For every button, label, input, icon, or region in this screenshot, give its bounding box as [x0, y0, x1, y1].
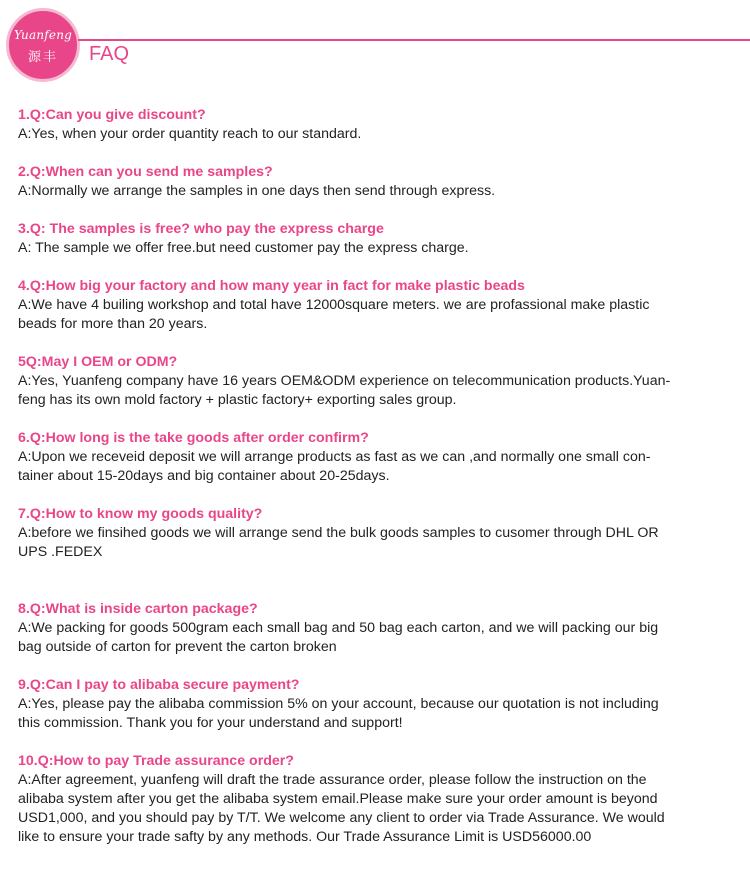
faq-answer — [18, 296, 733, 334]
page-title: FAQ — [89, 43, 130, 65]
faq-answer — [18, 182, 733, 201]
faq-answer-line: like to ensure your trade safty by any methods. Our Trade Assurance Limit is USD56000.00 — [18, 829, 592, 845]
faq-answer — [18, 125, 733, 144]
faq-answer-line: alibaba system after you get the alibaba system email.Please make sure your order amount is beyond — [18, 791, 658, 807]
faq-answer-line: feng has its own mold factory + plastic factory+ exporting sales group. — [18, 392, 457, 408]
faq-question: 6.Q:How long is the take goods after order confirm? — [18, 430, 369, 446]
faq-list — [18, 106, 733, 847]
faq-answer-line: A: The sample we offer free.but need customer pay the express charge. — [18, 240, 469, 256]
faq-answer-line: UPS .FEDEX — [18, 544, 103, 560]
faq-question: 4.Q:How big your factory and how many year in fact for make plastic beads — [18, 278, 525, 294]
faq-answer-line: beads for more than 20 years. — [18, 316, 208, 332]
faq-answer — [18, 524, 733, 562]
faq-answer-line: USD1,000, and you should pay by T/T. We welcome any client to order via Trade Assurance. We would — [18, 810, 665, 826]
faq-item-9 — [18, 676, 733, 733]
faq-answer — [18, 239, 733, 258]
faq-answer-line: tainer about 15-20days and big container about 20-25days. — [18, 468, 390, 484]
faq-item-6 — [18, 429, 733, 486]
faq-answer — [18, 448, 733, 486]
faq-item-3 — [18, 220, 733, 258]
faq-item-2 — [18, 163, 733, 201]
brand-logo — [6, 8, 80, 82]
faq-answer — [18, 372, 733, 410]
logo-script-text: Yuanfeng — [13, 28, 73, 42]
faq-item-7 — [18, 505, 733, 562]
faq-answer-line: A:Normally we arrange the samples in one days then send through express. — [18, 183, 496, 199]
header-divider — [78, 39, 750, 41]
faq-question: 7.Q:How to know my goods quality? — [18, 506, 263, 522]
faq-question: 2.Q:When can you send me samples? — [18, 164, 273, 180]
faq-answer — [18, 695, 733, 733]
faq-answer-line: A:After agreement, yuanfeng will draft the trade assurance order, please follow the instruction on the — [18, 772, 647, 788]
faq-item-10 — [18, 752, 733, 847]
logo-chinese-text: 源丰 — [27, 49, 58, 64]
faq-answer — [18, 771, 733, 847]
faq-answer — [18, 619, 733, 657]
faq-question: 8.Q:What is inside carton package? — [18, 601, 258, 617]
faq-question: 10.Q:How to pay Trade assurance order? — [18, 753, 294, 769]
faq-question: 5Q:May I OEM or ODM? — [18, 354, 178, 370]
faq-answer-line: this commission. Thank you for your understand and support! — [18, 715, 403, 731]
faq-question: 1.Q:Can you give discount? — [18, 107, 206, 123]
faq-item-8 — [18, 600, 733, 657]
faq-item-5 — [18, 353, 733, 410]
page-header — [0, 0, 750, 90]
faq-item-4 — [18, 277, 733, 334]
faq-item-1 — [18, 106, 733, 144]
faq-answer-line: A:Yes, please pay the alibaba commission 5% on your account, because our quotation is not including — [18, 696, 659, 712]
faq-answer-line: A:before we finsihed goods we will arrange send the bulk goods samples to cusomer through DHL OR — [18, 525, 659, 541]
faq-answer-line: A:Yes, when your order quantity reach to our standard. — [18, 126, 362, 142]
faq-answer-line: A:Yes, Yuanfeng company have 16 years OEM&ODM experience on telecommunication products.Yuan- — [18, 373, 671, 389]
faq-question: 9.Q:Can I pay to alibaba secure payment? — [18, 677, 300, 693]
faq-answer-line: A:Upon we receveid deposit we will arrange products as fast as we can ,and normally one small con- — [18, 449, 651, 465]
faq-answer-line: A:We have 4 builing workshop and total have 12000square meters. we are profassional make plastic — [18, 297, 650, 313]
faq-question: 3.Q: The samples is free? who pay the express charge — [18, 221, 384, 237]
faq-answer-line: bag outside of carton for prevent the carton broken — [18, 639, 337, 655]
faq-answer-line: A:We packing for goods 500gram each small bag and 50 bag each carton, and we will packing our big — [18, 620, 659, 636]
